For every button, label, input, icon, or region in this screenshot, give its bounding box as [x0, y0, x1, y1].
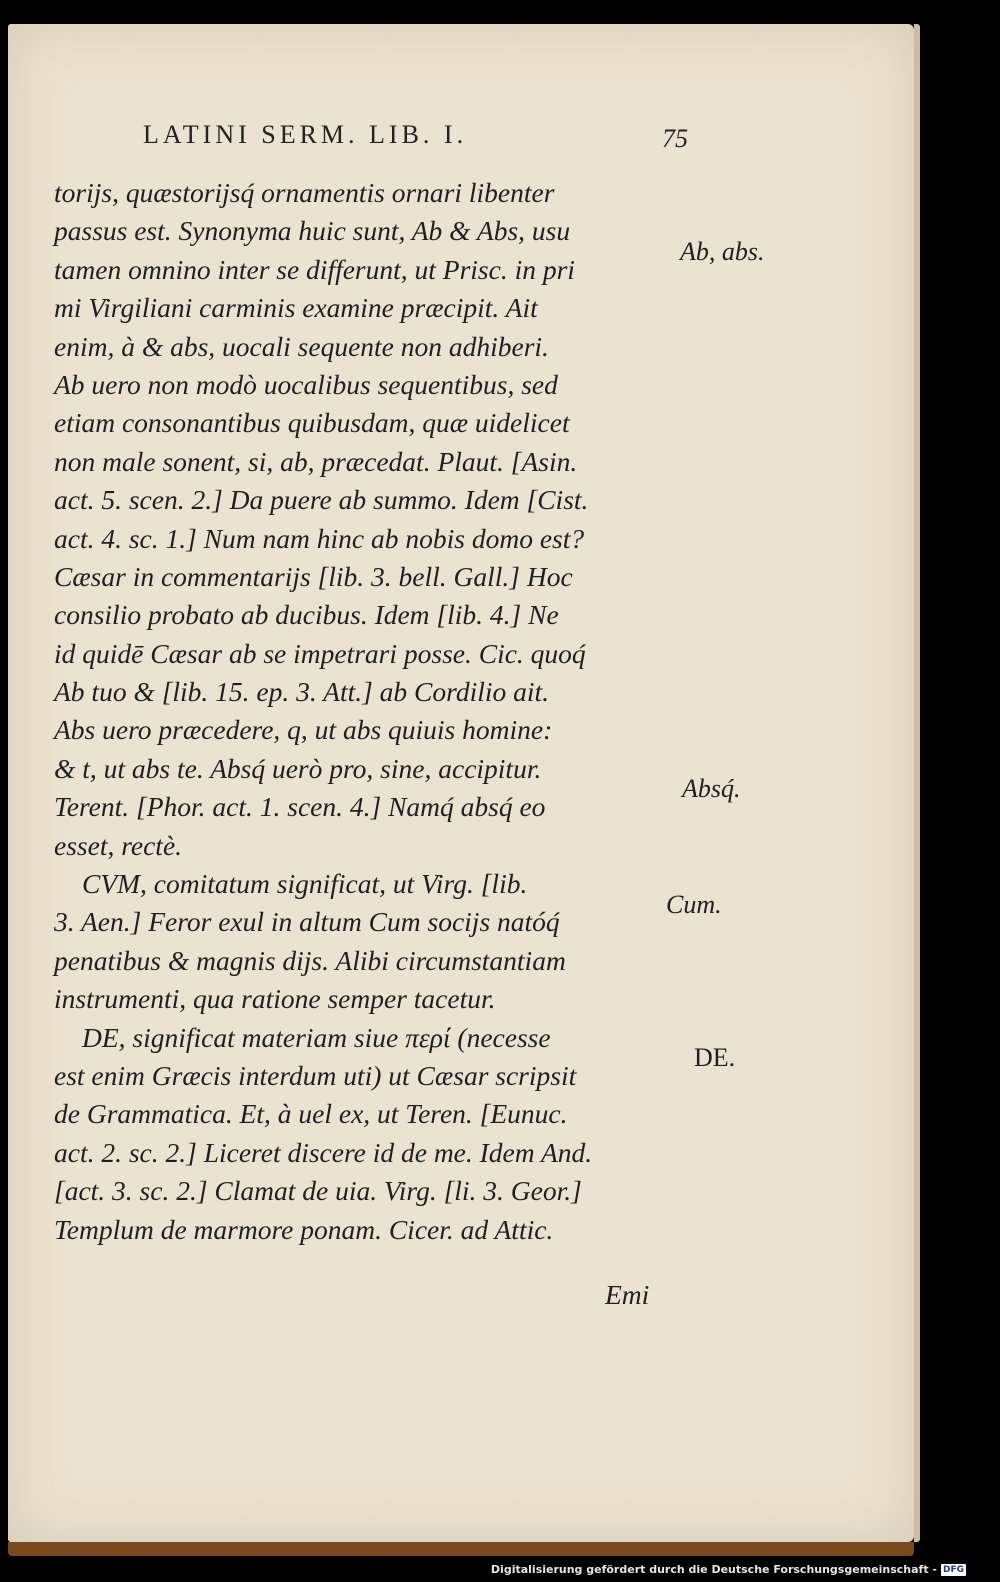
running-head: LATINI SERM. LIB. I. [143, 120, 468, 149]
text-line: act. 4. sc. 1.] Num nam hinc ab nobis domo est? [54, 522, 585, 554]
text-line: DE, significat materiam siue περί (necesse [82, 1021, 551, 1053]
text-line: est enim Græcis interdum uti) ut Cæsar scripsit [54, 1059, 577, 1091]
text-line: Terent. [Phor. act. 1. scen. 4.] Namq́ absq́ eo [54, 791, 546, 823]
margin-note-absque: Absq́. [682, 774, 741, 803]
text-line: etiam consonantibus quibusdam, quæ uidelicet [54, 407, 570, 439]
margin-note-cum: Cum. [666, 890, 722, 919]
dfg-logo: DFG [942, 1564, 964, 1575]
text-line: instrumenti, qua ratione semper tacetur. [54, 983, 496, 1015]
text-line: act. 2. sc. 2.] Liceret discere id de me. Idem And. [54, 1136, 593, 1168]
text-line: & t, ut abs te. Absq́ uerò pro, sine, accipitur. [54, 752, 542, 784]
text-line: de Grammatica. Et, à uel ex, ut Teren. [Eunuc. [54, 1098, 568, 1130]
text-line: id quidē Cæsar ab se impetrari posse. Cic. quoq́ [54, 637, 586, 669]
text-line: 3. Aen.] Feror exul in altum Cum socijs natóq́ [54, 906, 560, 938]
page-bottom-edge [8, 1542, 914, 1556]
text-line: Ab tuo & [lib. 15. ep. 3. Att.] ab Cordilio ait. [54, 676, 550, 708]
text-line: [act. 3. sc. 2.] Clamat de uia. Virg. [li. 3. Geor.] [54, 1175, 582, 1207]
catchword: Emi [605, 1279, 650, 1310]
page-number: 75 [662, 124, 688, 153]
text-line: mi Virgiliani carminis examine præcipit. Ait [54, 292, 538, 324]
text-line: passus est. Synonyma huic sunt, Ab & Abs, usu [54, 215, 571, 247]
text-line: act. 5. scen. 2.] Da puere ab summo. Idem [Cist. [54, 484, 589, 516]
margin-note-ab-abs: Ab, abs. [680, 237, 765, 266]
text-line: esset, rectè. [54, 829, 183, 861]
body-text [54, 174, 694, 1249]
digitization-credit [491, 1563, 966, 1576]
text-line: toriјs, quæstorijsq́ ornamentis ornari libenter [54, 177, 555, 208]
text-line: Cæsar in commentarijs [lib. 3. bell. Gall.] Hoc [54, 560, 573, 592]
text-line: enim, à & abs, uocali sequente non adhiberi. [54, 330, 549, 362]
text-line: Abs uero præcedere, q, ut abs quiuis homine: [54, 714, 553, 746]
text-line: penatibus & magnis dijs. Alibi circumstantiam [54, 944, 566, 976]
text-line: tamen omnino inter se differunt, ut Prisc. in pri [54, 253, 575, 285]
text-line: Templum de marmore ponam. Cicer. ad Attic. [54, 1213, 554, 1245]
text-line: consilio probato ab ducibus. Idem [lib. 4.] Ne [54, 599, 559, 631]
credit-text: Digitalisierung gefördert durch die Deutsche Forschungsgemeinschaft - [490, 1563, 937, 1576]
book-page [8, 24, 914, 1542]
text-line: Ab uero non modò uocalibus sequentibus, sed [54, 368, 558, 400]
text-line: CVM, comitatum significat, ut Virg. [lib. [82, 868, 528, 900]
margin-note-de: DE. [694, 1043, 736, 1072]
text-line: non male sonent, si, ab, præcedat. Plaut. [Asin. [54, 445, 578, 477]
page-fore-edge [914, 24, 920, 1542]
